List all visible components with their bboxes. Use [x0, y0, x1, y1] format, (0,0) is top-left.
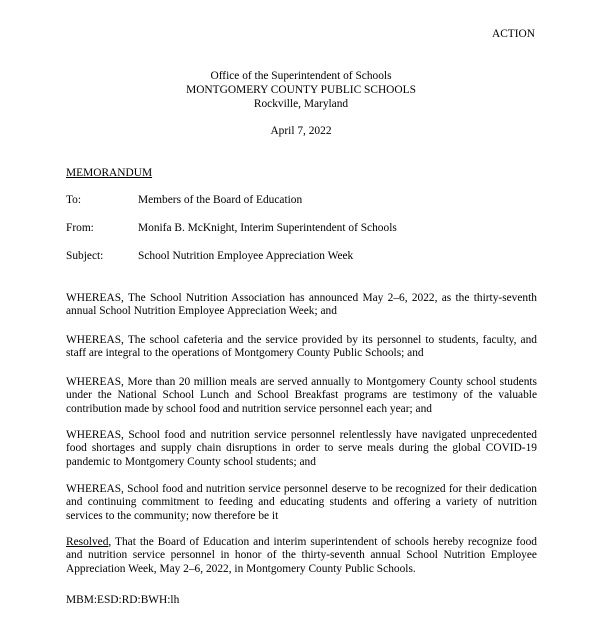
resolved-label: Resolved — [66, 536, 109, 548]
from-value: Monifa B. McKnight, Interim Superintendent of Schools — [138, 222, 397, 234]
resolved-text: , That the Board of Education and interim superintendent of schools hereby recognize food and nutrition service personnel in honor of the thirty-seventh annual School Nutrition Employee Appreciation Week, May 2–6, 2022, in Montgomery County Public Schools. — [66, 536, 537, 575]
memo-title: MEMORANDUM — [66, 167, 153, 179]
subject-value: School Nutrition Employee Appreciation Week — [138, 250, 354, 262]
office-line-2: MONTGOMERY COUNTY PUBLIC SCHOOLS — [186, 84, 416, 96]
office-line-1: Office of the Superintendent of Schools — [210, 70, 392, 82]
whereas-paragraph-5: WHEREAS, School food and nutrition service personnel deserve to be recognized for their dedication and continuing commitment to feeding and educating students and offering a variety of nutrition services to the community; now therefore be it — [66, 483, 537, 522]
whereas-paragraph-2: WHEREAS, The school cafeteria and the service provided by its personnel to students, faculty, and staff are integral to the operations of Montgomery County Public Schools; and — [66, 334, 537, 360]
to-label: To: — [66, 194, 82, 206]
whereas-paragraph-4: WHEREAS, School food and nutrition service personnel relentlessly have navigated unprecedented food shortages and supply chain disruptions in order to serve meals during the global COVID-19 pandemic to Montgomery County school students; and — [66, 429, 537, 468]
office-line-3: Rockville, Maryland — [253, 98, 349, 110]
action-label: ACTION — [491, 28, 535, 40]
to-value: Members of the Board of Education — [138, 194, 303, 206]
subject-label: Subject: — [66, 250, 104, 262]
author-initials: MBM:ESD:RD:BWH:lh — [66, 594, 180, 606]
whereas-paragraph-3: WHEREAS, More than 20 million meals are served annually to Montgomery County school students under the National School Lunch and School Breakfast programs are testimony of the valuable contribution made by school food and nutrition service personnel each year; and — [66, 376, 537, 415]
from-label: From: — [66, 222, 94, 234]
office-header — [0, 69, 602, 111]
whereas-paragraph-1: WHEREAS, The School Nutrition Association has announced May 2–6, 2022, as the thirty-seventh annual School Nutrition Employee Appreciation Week; and — [66, 292, 537, 318]
memo-date: April 7, 2022 — [270, 125, 332, 137]
resolved-paragraph — [66, 536, 537, 576]
